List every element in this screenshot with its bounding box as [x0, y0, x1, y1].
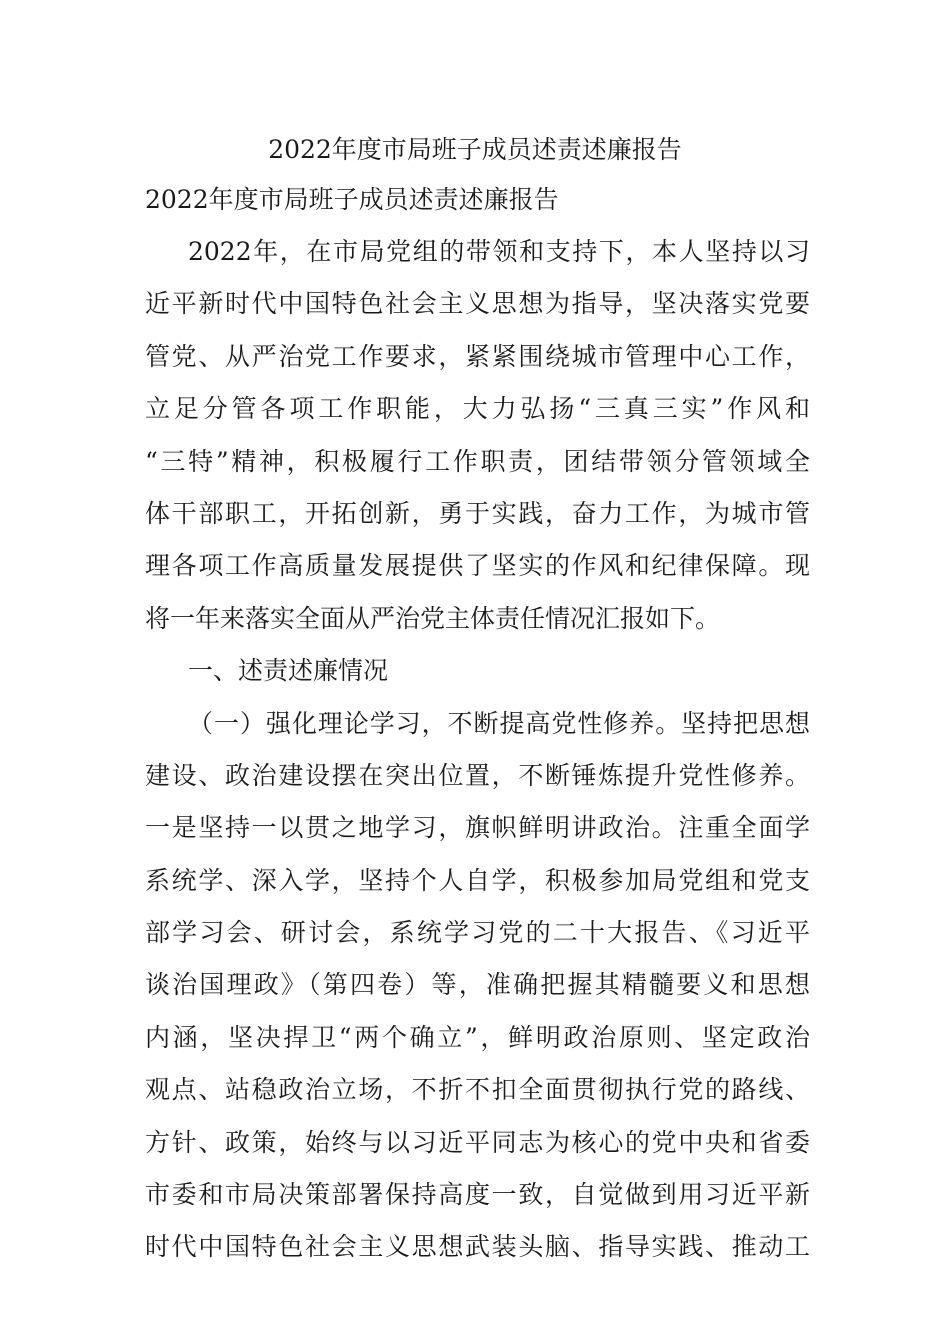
body-line: （一）强化理论学习，不断提高党性修养。坚持把思想: [188, 708, 810, 738]
body-line: “三特”精神，积极履行工作职责，团结带领分管领域全: [145, 446, 810, 476]
document-body: [145, 226, 810, 1274]
body-line: 2022年，在市局党组的带领和支持下，本人坚持以习: [188, 237, 810, 266]
body-line: 体干部职工，开拓创新，勇于实践，奋力工作，为城市管: [145, 498, 810, 528]
body-line: 谈治国理政》（第四卷）等，准确把握其精髓要义和思想: [145, 970, 810, 1000]
body-line: 内涵，坚决捍卫“两个确立”，鲜明政治原则、坚定政治: [145, 1022, 810, 1052]
body-line: 市委和市局决策部署保持高度一致，自觉做到用习近平新: [145, 1180, 810, 1210]
body-line: 建设、政治建设摆在突出位置，不断锤炼提升党性修养。: [145, 760, 810, 790]
document-title: 2022年度市局班子成员述责述廉报告: [268, 135, 682, 164]
body-line: 近平新时代中国特色社会主义思想为指导，坚决落实党要: [145, 289, 810, 319]
body-line: 时代中国特色社会主义思想武装头脑、指导实践、推动工: [145, 1232, 810, 1262]
body-line: 观点、站稳政治立场，不折不扣全面贯彻执行党的路线、: [145, 1075, 810, 1105]
section-heading: 一、述责述廉情况: [188, 656, 389, 686]
document-subtitle: 2022年度市局班子成员述责述廉报告: [145, 185, 559, 214]
body-line: 一是坚持一以贯之地学习，旗帜鲜明讲政治。注重全面学: [145, 813, 810, 843]
body-line: 部学习会、研讨会，系统学习党的二十大报告、《习近平: [145, 918, 810, 948]
body-line: 系统学、深入学，坚持个人自学，积极参加局党组和党支: [145, 865, 810, 895]
body-line: 立足分管各项工作职能，大力弘扬“三真三实”作风和: [145, 394, 810, 424]
body-line: 管党、从严治党工作要求，紧紧围绕城市管理中心工作，: [145, 341, 810, 371]
body-line: 将一年来落实全面从严治党主体责任情况汇报如下。: [145, 603, 721, 633]
body-line: 方针、政策，始终与以习近平同志为核心的党中央和省委: [145, 1127, 810, 1157]
body-line: 理各项工作高质量发展提供了坚实的作风和纪律保障。现: [145, 551, 810, 581]
